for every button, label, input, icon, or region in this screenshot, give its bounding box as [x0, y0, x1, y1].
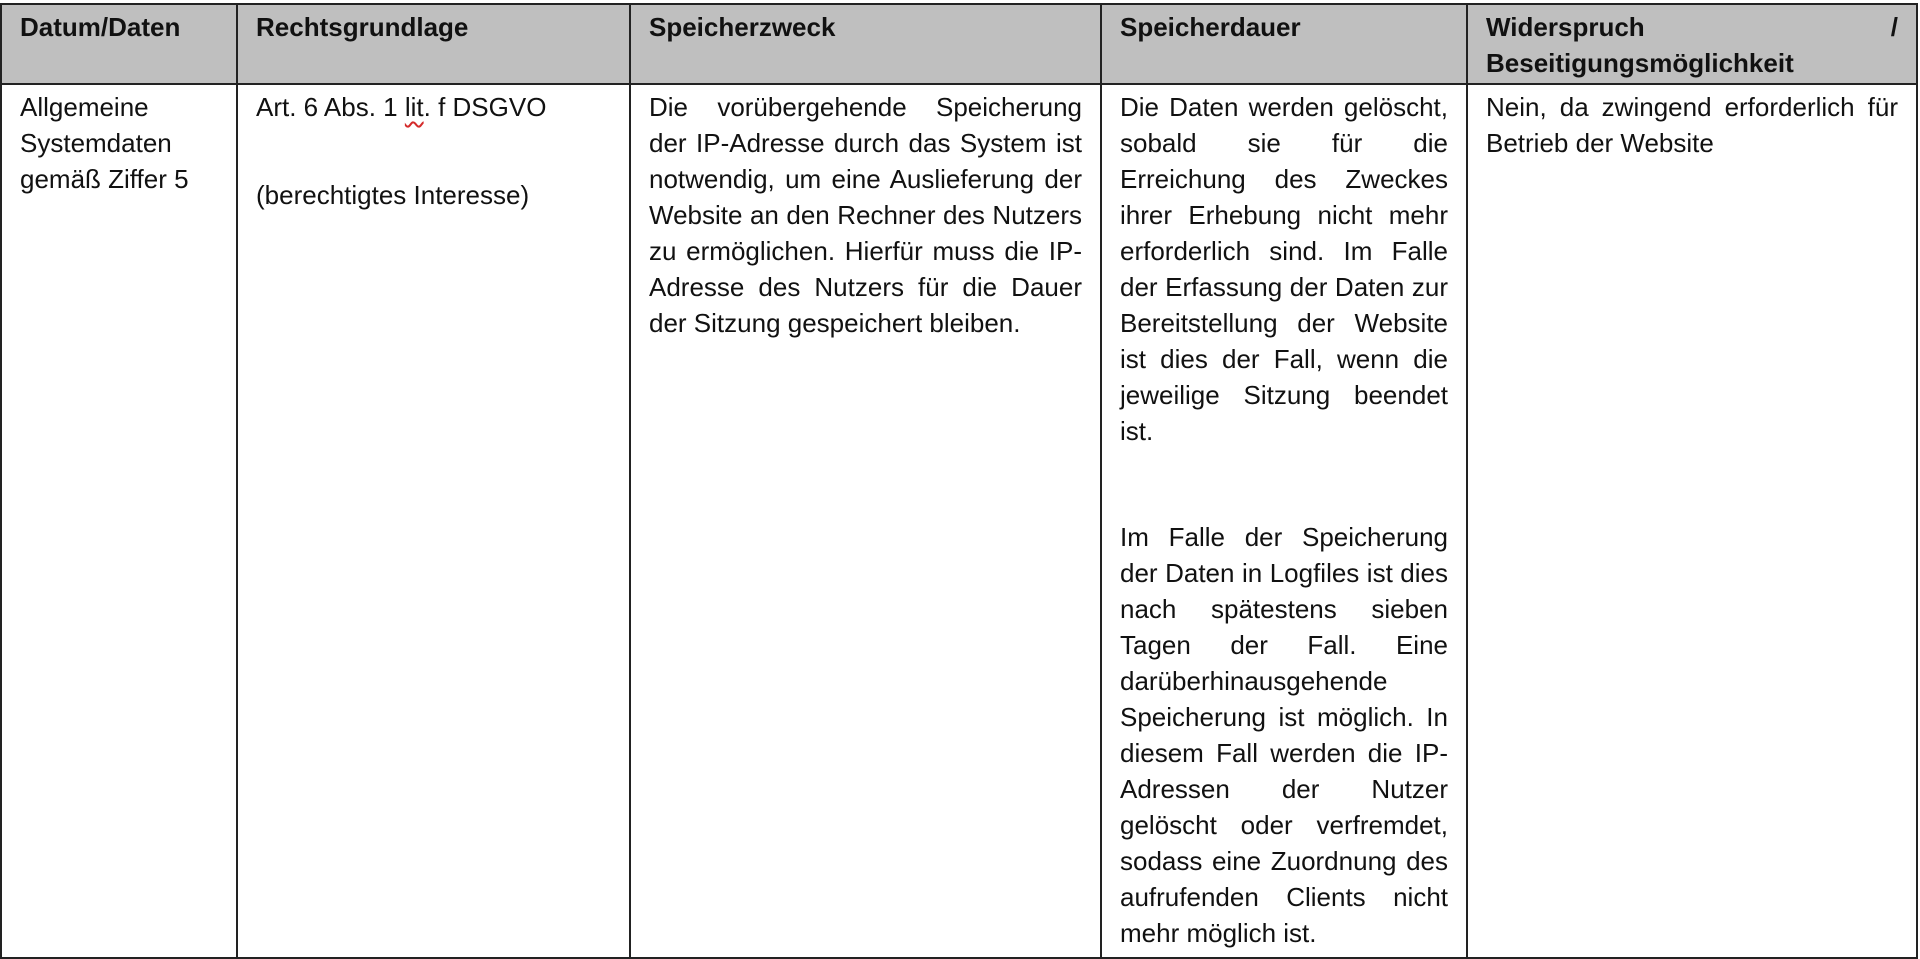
table-row [1, 84, 1917, 958]
cell-datum: Allgemeine Systemdaten gemäß Ziffer 5 [1, 84, 237, 958]
paragraph-spacer [1120, 449, 1448, 519]
header-row [1, 4, 1917, 84]
rechtsgrundlage-prefix: Art. 6 Abs. 1 [256, 92, 405, 122]
cell-widerspruch: Nein, da zwingend erforderlich für Betrieb der Website [1467, 84, 1917, 958]
rechtsgrundlage-suffix: . f DSGVO [423, 92, 547, 122]
speicherdauer-paragraph-2: Im Falle der Speicherung der Daten in Logfiles ist dies nach spätestens sieben Tagen der Fall. Eine darüberhinausgehende Speicherung ist möglich. In diesem Fall werden die IP-Adressen der Nutzer gelöscht oder verfremdet, sodass eine Zuordnung des aufrufenden Clients nicht mehr möglich ist. [1120, 522, 1448, 948]
header-widerspruch-label: Widerspruch [1486, 12, 1645, 42]
speicherdauer-paragraph-1: Die Daten werden gelöscht, sobald sie für die Erreichung des Zweckes ihrer Erhebung nicht mehr erforderlich sind. Im Falle der Erfassung der Daten zur Bereitstellung der Website ist dies der Fall, wenn die jeweilige Sitzung beendet ist. [1120, 92, 1448, 446]
header-widerspruch-line1 [1486, 9, 1898, 45]
header-widerspruch-slash: / [1890, 12, 1898, 42]
data-processing-table [0, 3, 1918, 959]
header-datum: Datum/Daten [1, 4, 237, 84]
header-beseitigung-label: Beseitigungsmöglichkeit [1486, 48, 1794, 78]
header-rechtsgrundlage: Rechtsgrundlage [237, 4, 630, 84]
header-speicherzweck: Speicherzweck [630, 4, 1101, 84]
header-speicherdauer: Speicherdauer [1101, 4, 1467, 84]
table-header [1, 4, 1917, 84]
paragraph-spacer [256, 125, 611, 177]
header-widerspruch [1467, 4, 1917, 84]
table-body [1, 84, 1917, 958]
rechtsgrundlage-line1 [256, 89, 611, 125]
rechtsgrundlage-line2: (berechtigtes Interesse) [256, 180, 530, 210]
cell-rechtsgrundlage [237, 84, 630, 958]
cell-speicherzweck: Die vorübergehende Speicherung der IP-Adresse durch das System ist notwendig, um eine Auslieferung der Website an den Rechner des Nutzers zu ermöglichen. Hierfür muss die IP-Adresse des Nutzers für die Dauer der Sitzung gespeichert bleiben. [630, 84, 1101, 958]
cell-speicherdauer [1101, 84, 1467, 958]
spellcheck-flagged-word: lit [404, 92, 424, 122]
